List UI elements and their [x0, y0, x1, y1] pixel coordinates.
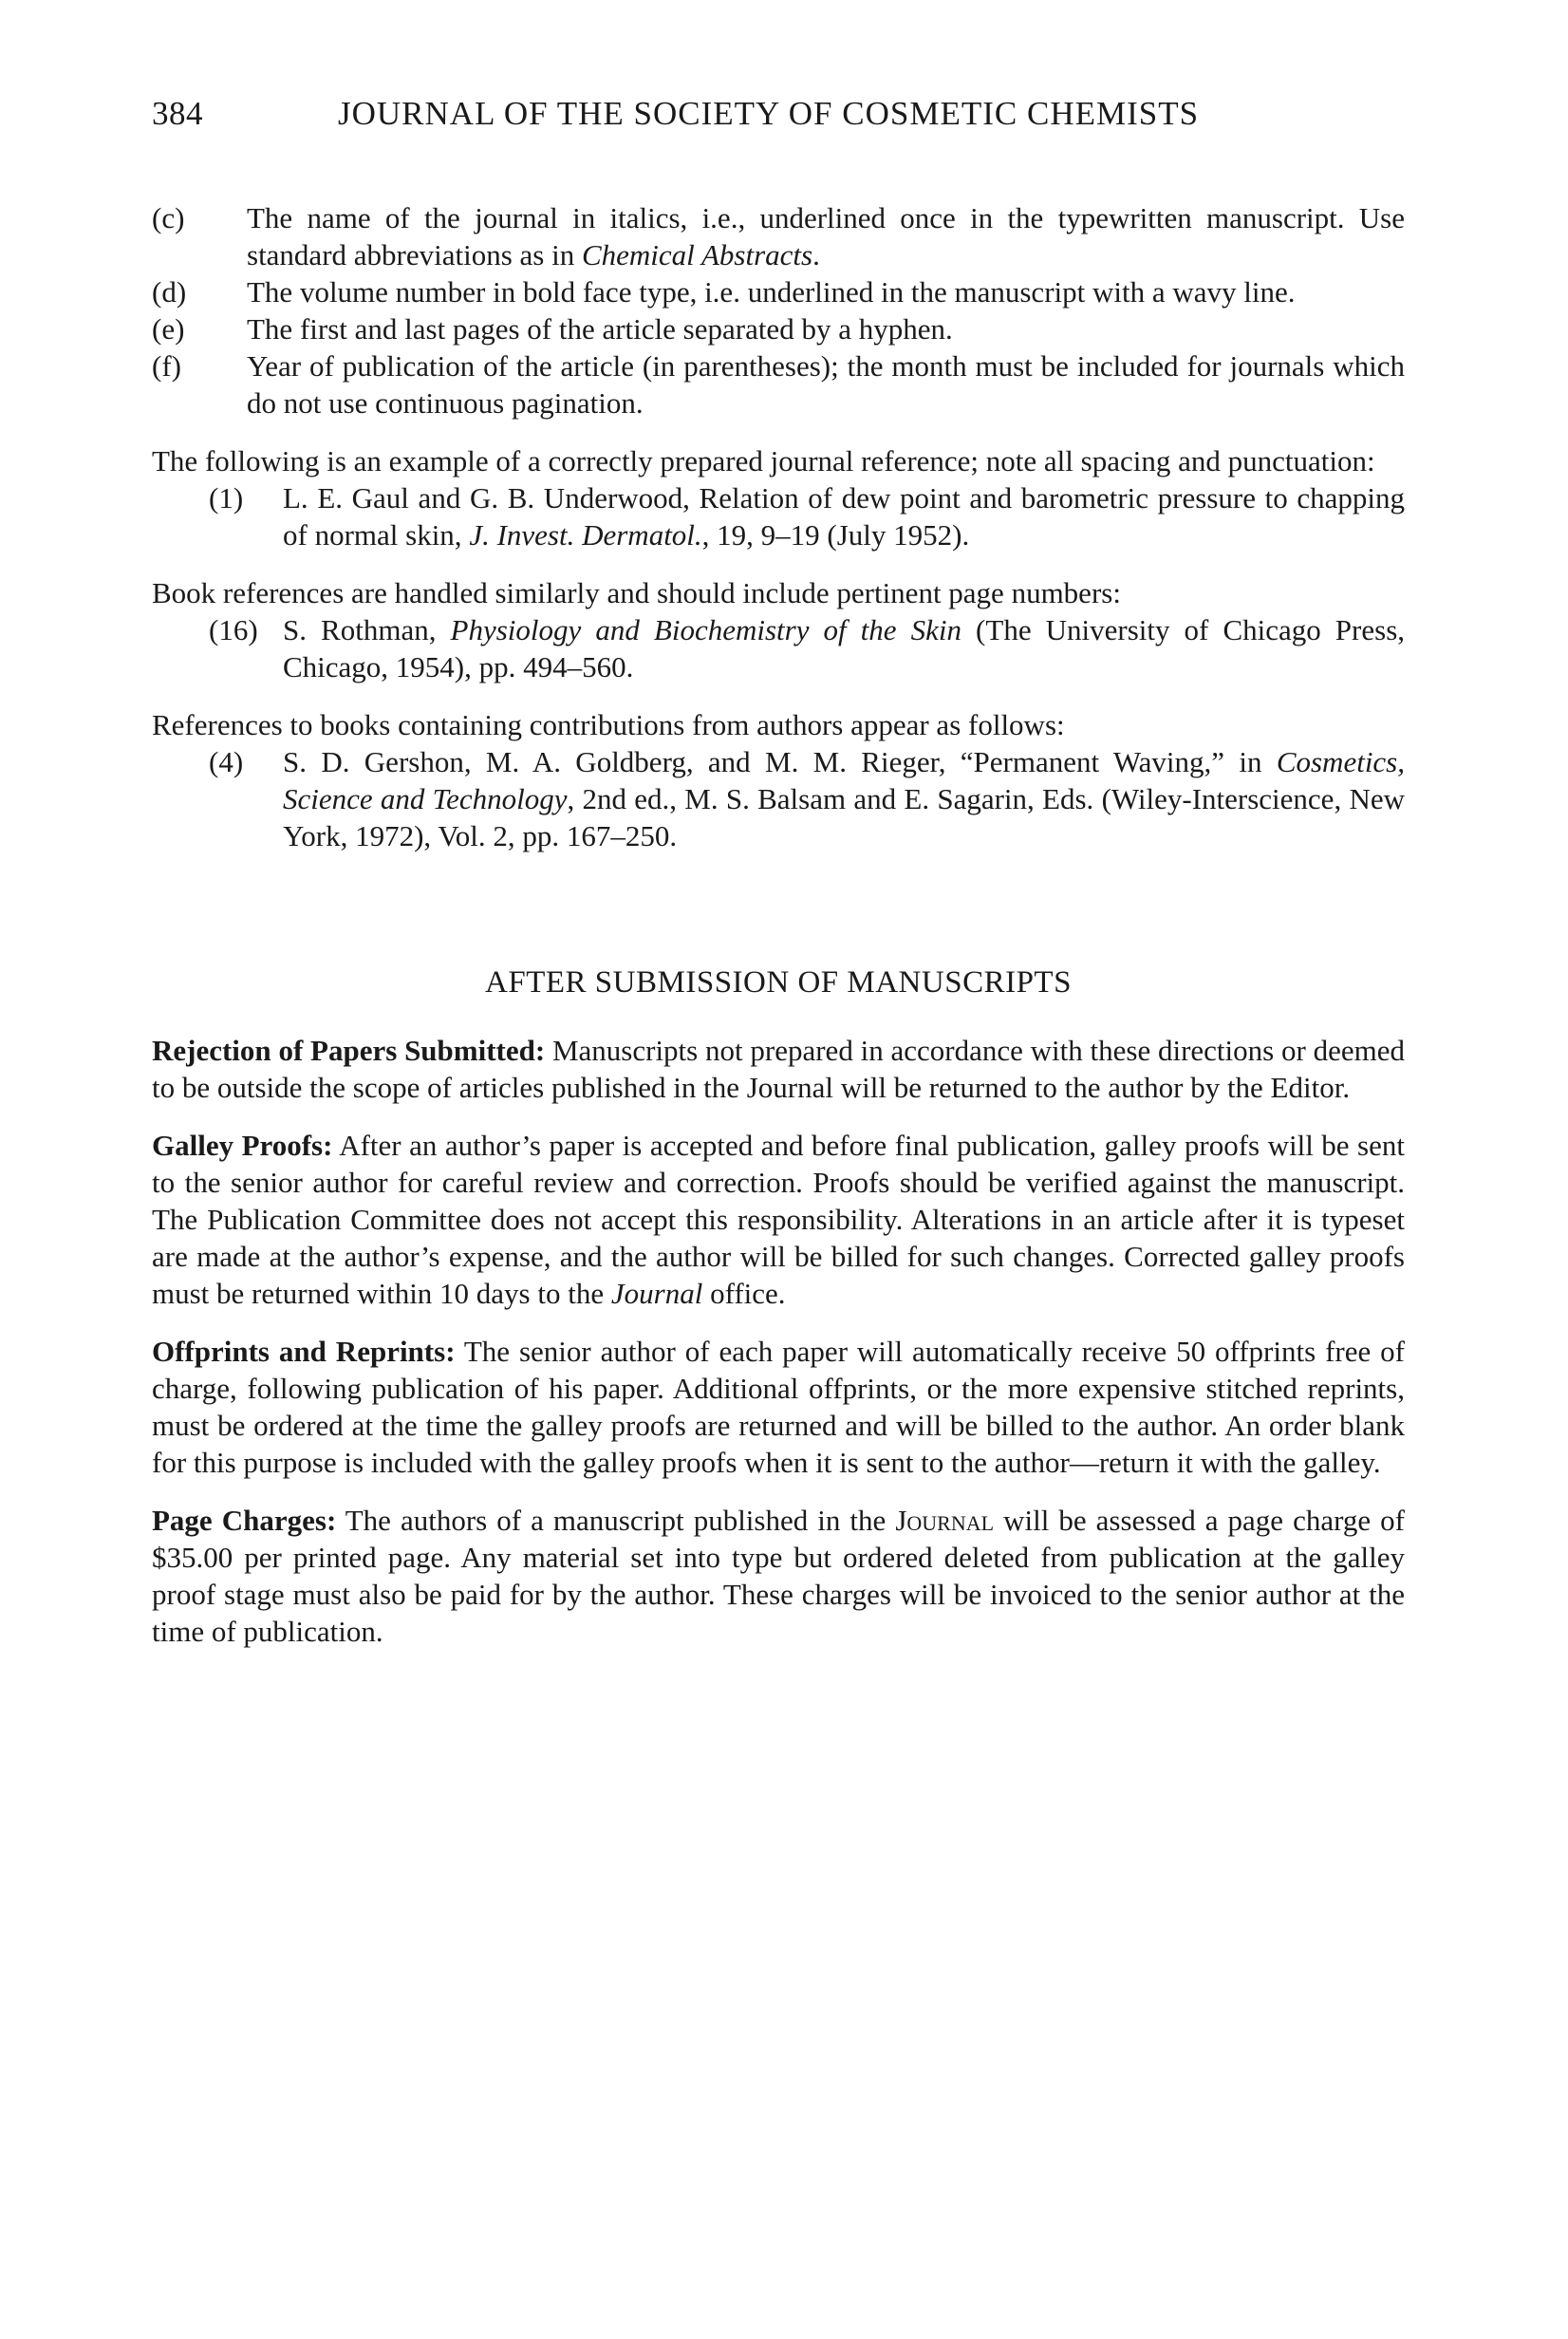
book-example-intro: Book references are handled similarly and should include pertinent page numbers: [152, 576, 1121, 609]
list-item-f [152, 347, 1405, 421]
smallcaps-term: Journal [895, 1504, 995, 1537]
paragraph-text: The senior author of each paper will automatically receive 50 offprints free of charge, following publication of his paper. Additional offprints, or the more expensive stitched reprints, must be ordered at the time the galley proofs are returned and will be billed to the author. An order blank for this purpose is included with the galley proofs when it is sent to the author—return it with the galley. [152, 1335, 1405, 1479]
italic-term: Chemical Abstracts [581, 238, 813, 271]
reference-number: (16) [209, 613, 258, 646]
list-item-d [152, 273, 1405, 310]
reference-text: (The University of Chicago Press, Chicago, 1954), pp. 494–560. [283, 613, 1406, 683]
charges-paragraph [152, 1502, 1405, 1650]
list-item-c [152, 199, 1405, 273]
runin-heading: Galley Proofs: [152, 1129, 333, 1162]
reference-text: L. E. Gaul and G. B. Underwood, Relation of dew point and barometric pressure to chapping of normal skin, [283, 481, 1405, 552]
runin-heading: Rejection of Papers Submitted: [152, 1034, 546, 1067]
contrib-example-intro: References to books containing contributions from authors appear as follows: [152, 708, 1065, 741]
item-text: The volume number in bold face type, i.e. underlined in the manuscript with a wavy line. [247, 275, 1296, 309]
italic-term: Physiology and Biochemistry of the Skin [450, 613, 961, 646]
rejection-paragraph [152, 1032, 1405, 1106]
item-text: The first and last pages of the article separated by a hyphen. [247, 312, 953, 346]
section-heading: AFTER SUBMISSION OF MANUSCRIPTS [485, 965, 1072, 1000]
offprints-paragraph [152, 1333, 1405, 1481]
journal-reference-example [152, 479, 1405, 553]
paragraph-text: After an author’s paper is accepted and before final publication, galley proofs will be sent to the senior author for careful review and correction. Proofs should be verified against the manuscript. The Publication Committee does not accept this responsibility. Alterations in an article after it is typeset are made at the author’s expense, and the author will be billed for such changes. Corrected galley proofs must be returned within 10 days to the [152, 1129, 1405, 1310]
italic-term: J. Invest. Dermatol. [469, 518, 702, 552]
item-label: (e) [152, 312, 185, 346]
book-reference-example [152, 611, 1405, 685]
contrib-reference-example [152, 743, 1405, 854]
paragraph-text: will be assessed a page charge of $35.00 per printed page. Any material set into type but ordered deleted from publication at the galley proof stage must also be paid for by the author. These charges will be invoiced to the senior author at the time of publication. [152, 1504, 1405, 1648]
item-text: Year of publication of the article (in parentheses); the month must be included for journals which do not use continuous pagination. [247, 349, 1405, 420]
article-body [152, 199, 1405, 1650]
reference-number: (4) [209, 745, 244, 778]
document-page [152, 95, 1405, 1650]
item-text: . [812, 238, 820, 271]
reference-text: S. Rothman, [283, 613, 451, 646]
runin-heading: Page Charges: [152, 1504, 337, 1537]
italic-term: Journal [610, 1277, 703, 1310]
paragraph-text: The authors of a manuscript published in the [336, 1504, 896, 1537]
reference-text: , 19, 9–19 (July 1952). [701, 518, 970, 552]
list-item-e [152, 310, 1405, 347]
journal-example-intro: The following is an example of a correctly prepared journal reference; note all spacing and punctuation: [152, 444, 1375, 477]
item-label: (c) [152, 201, 185, 234]
item-label: (f) [152, 349, 181, 383]
item-label: (d) [152, 275, 187, 309]
reference-text: S. D. Gershon, M. A. Goldberg, and M. M. Rieger, “Permanent Waving,” in [283, 745, 1277, 778]
italic-term: Cosmetics, Science and Technology [283, 745, 1405, 815]
paragraph-text: office. [702, 1277, 786, 1310]
paragraph-text: Manuscripts not prepared in accordance with these directions or deemed to be outside the scope of articles published in the Journal will be returned to the author by the Editor. [152, 1034, 1405, 1104]
running-header [152, 95, 1405, 133]
journal-title: JOURNAL OF THE SOCIETY OF COSMETIC CHEMISTS [338, 95, 1200, 132]
galley-paragraph [152, 1127, 1405, 1312]
item-text: The name of the journal in italics, i.e., underlined once in the typewritten manuscript. Use standard abbreviations as in [247, 201, 1405, 271]
runin-heading: Offprints and Reprints: [152, 1335, 456, 1368]
page-number: 384 [152, 95, 203, 132]
reference-text: , 2nd ed., M. S. Balsam and E. Sagarin, Eds. (Wiley-Interscience, New York, 1972), Vol. 2, pp. 167–250. [283, 782, 1405, 852]
reference-number: (1) [209, 481, 244, 515]
